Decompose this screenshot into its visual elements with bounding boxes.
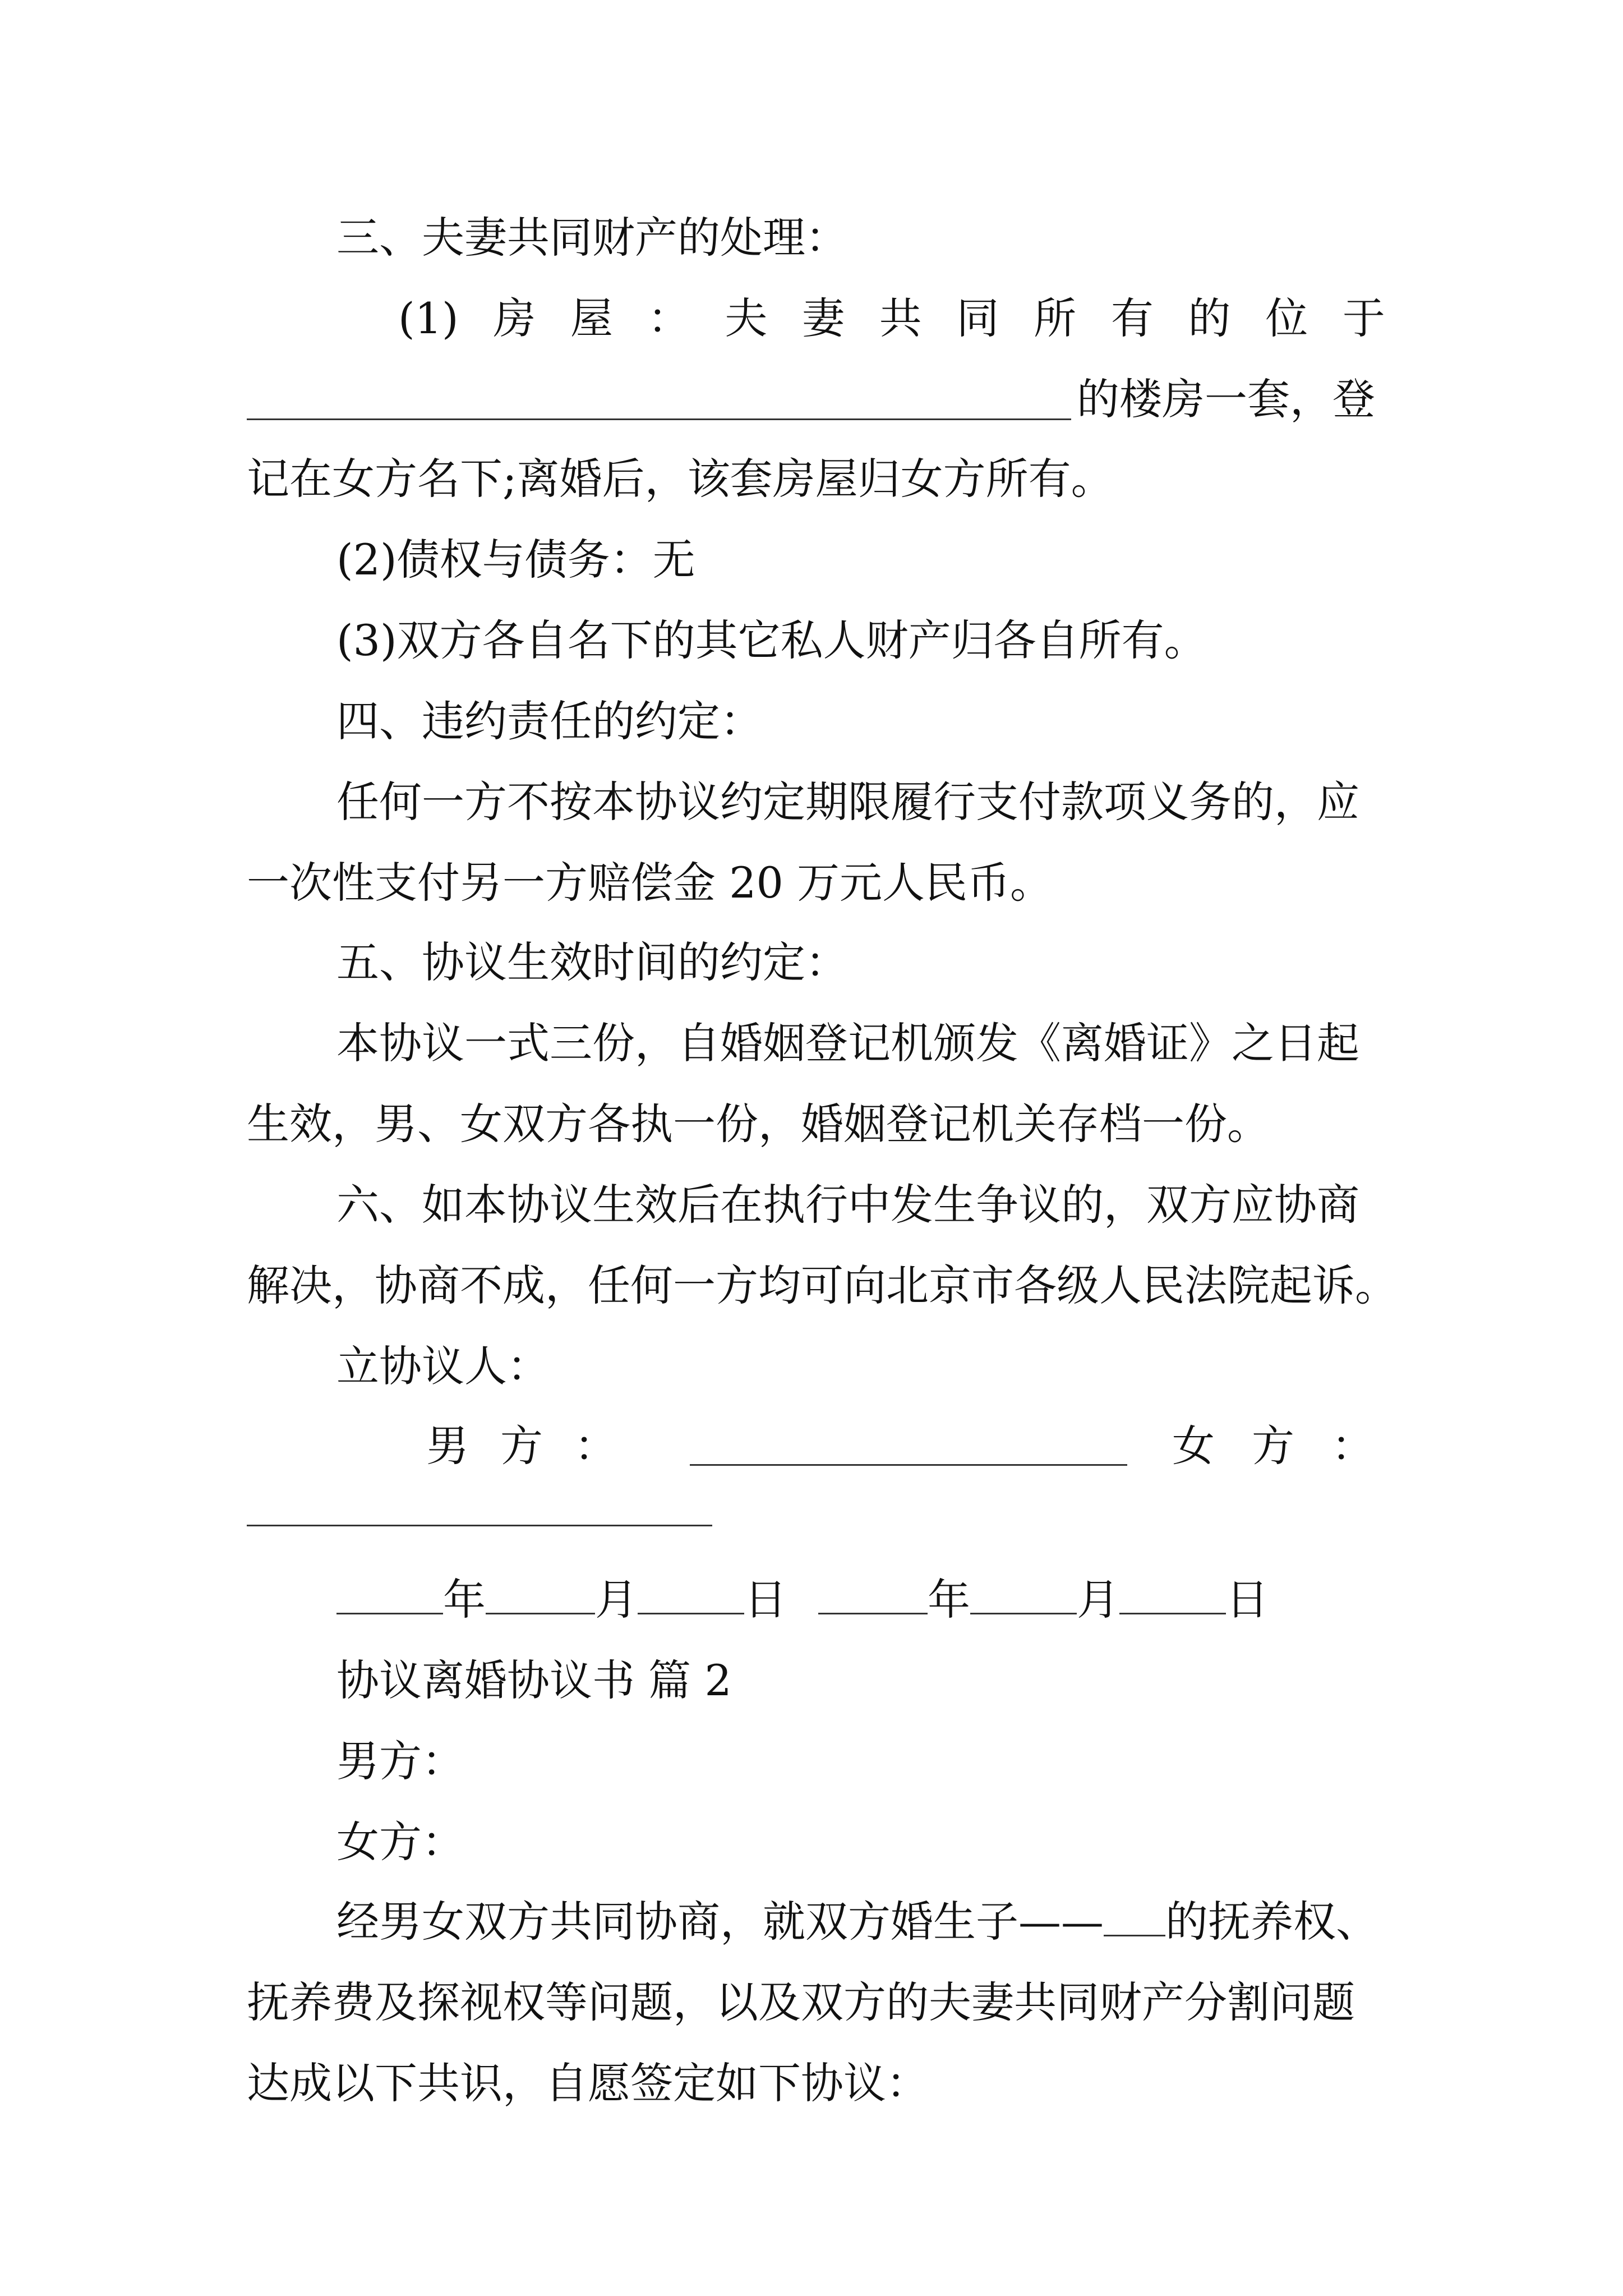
year-label: 年 xyxy=(928,1575,970,1625)
date-blank xyxy=(336,1573,443,1614)
part-2-line-1-end: 的抚养权、 xyxy=(1165,1897,1378,1947)
section-3-heading: 三、夫妻共同财产的处理： xyxy=(336,213,848,263)
date-blank xyxy=(486,1573,595,1614)
date-row xyxy=(336,1573,1269,1627)
month-label: 月 xyxy=(1077,1575,1119,1625)
section-4-line-2: 一次性支付另一方赔偿金 20 万元人民币。 xyxy=(247,858,1053,908)
female-char: ： xyxy=(1331,1421,1374,1471)
section-6-line-2: 解决，协商不成，任何一方均可向北京市各级人民法院起诉。 xyxy=(247,1260,1398,1310)
part-2-title: 协议离婚协议书 篇 2 xyxy=(336,1655,732,1705)
item-1-char: 位 xyxy=(1265,293,1308,343)
date-blank xyxy=(818,1573,928,1614)
part-2-line-3: 达成以下共识，自愿签定如下协议： xyxy=(247,2058,929,2108)
part-2-line-2: 抚养费及探视权等问题，以及双方的夫妻共同财产分割问题 xyxy=(247,1977,1355,2027)
section-5-line-2: 生效，男、女双方各执一份，婚姻登记机关存档一份。 xyxy=(247,1099,1270,1149)
item-3: (3)双方各自名下的其它私人财产归各自所有。 xyxy=(336,615,1207,665)
item-1-char: 妻 xyxy=(802,293,845,343)
item-1-char: 同 xyxy=(956,293,999,343)
male-char: 男 xyxy=(426,1421,469,1471)
item-1-line-1 xyxy=(398,292,1385,346)
item-1-char: 房 xyxy=(493,293,536,343)
item-1-char: 共 xyxy=(879,293,922,343)
address-blank-line xyxy=(247,418,1071,420)
date-blank xyxy=(970,1573,1077,1614)
day-label: 日 xyxy=(1226,1575,1269,1625)
male-signature-line xyxy=(690,1464,1127,1466)
part-2-male: 男方： xyxy=(336,1736,464,1786)
female-signature-line xyxy=(247,1525,712,1526)
female-char: 方 xyxy=(1252,1421,1294,1471)
item-1-line-3: 记在女方名下;离婚后，该套房屋归女方所有。 xyxy=(247,454,1114,504)
item-1-char: 所 xyxy=(1034,293,1077,343)
day-label: 日 xyxy=(744,1575,787,1625)
item-1-line-2: 的楼房一套，登 xyxy=(1077,374,1375,424)
section-4-heading: 四、违约责任的约定： xyxy=(336,696,763,746)
item-1-number: (1) xyxy=(398,293,459,343)
female-char: 女 xyxy=(1172,1421,1215,1471)
item-1-char: 夫 xyxy=(725,293,768,343)
child-name-blank xyxy=(1104,1895,1165,1936)
item-1-char: 于 xyxy=(1342,293,1385,343)
year-label: 年 xyxy=(443,1575,486,1625)
month-label: 月 xyxy=(595,1575,638,1625)
male-party-label xyxy=(426,1419,617,1473)
item-2: (2)债权与债务：无 xyxy=(336,535,695,585)
date-blank xyxy=(638,1573,744,1614)
section-6-line-1: 六、如本协议生效后在执行中发生争议的，双方应协商 xyxy=(336,1180,1359,1230)
male-char: 方 xyxy=(500,1421,543,1471)
male-char: ： xyxy=(574,1421,617,1471)
item-1-char: 屋 xyxy=(570,293,614,343)
date-blank xyxy=(1119,1573,1226,1614)
part-2-female: 女方： xyxy=(336,1817,464,1867)
item-1-char: ： xyxy=(647,293,690,343)
part-2-line-1 xyxy=(336,1895,1378,1949)
part-2-line-1-start: 经男女双方共同协商，就双方婚生子—— xyxy=(336,1897,1104,1947)
item-1-char: 的 xyxy=(1188,293,1231,343)
female-party-label xyxy=(1172,1419,1374,1473)
section-4-line-1: 任何一方不按本协议约定期限履行支付款项义务的，应 xyxy=(336,777,1359,827)
signers-label: 立协议人： xyxy=(336,1341,550,1391)
item-1-char: 有 xyxy=(1110,293,1154,343)
section-5-heading: 五、协议生效时间的约定： xyxy=(336,937,848,987)
section-5-line-1: 本协议一式三份，自婚姻登记机颁发《离婚证》之日起 xyxy=(336,1018,1359,1068)
